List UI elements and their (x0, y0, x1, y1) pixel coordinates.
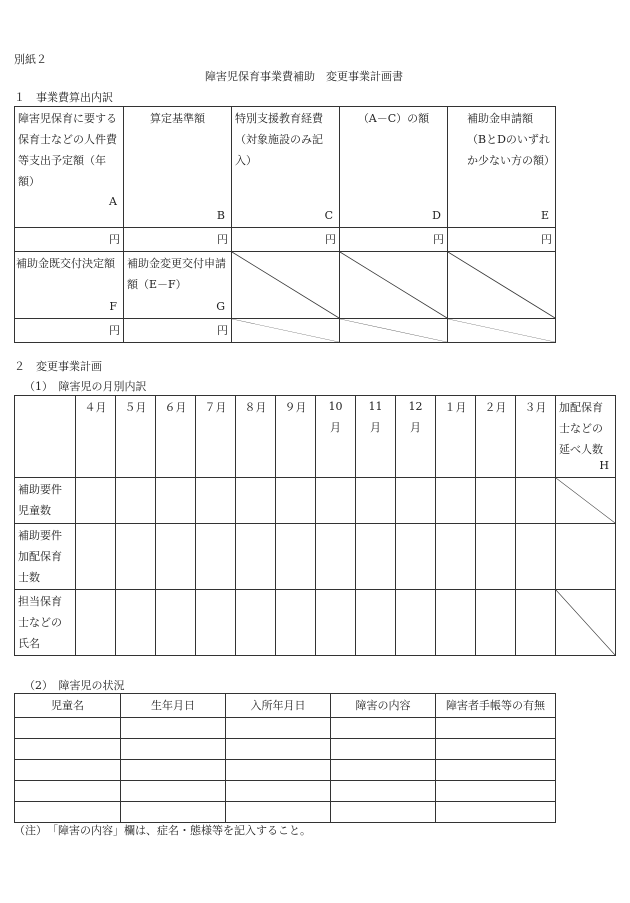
cost-col-c-letter: C (324, 209, 333, 222)
annex-label: 別紙２ (14, 53, 47, 66)
status-cell[interactable] (226, 760, 331, 781)
status-cell[interactable] (436, 739, 556, 760)
month-cell[interactable] (516, 590, 556, 656)
cost-col-c (232, 107, 340, 228)
month-cell[interactable] (156, 590, 196, 656)
month-cell[interactable] (516, 478, 556, 524)
empty-cell (232, 319, 340, 343)
cost-col-e-letter: E (540, 209, 549, 222)
cost-col-e (448, 107, 556, 228)
month-cell[interactable] (276, 478, 316, 524)
month-header: ９月 (276, 396, 316, 478)
status-row (15, 760, 556, 781)
status-cell[interactable] (331, 781, 436, 802)
status-cell[interactable] (15, 739, 121, 760)
status-cell[interactable] (226, 781, 331, 802)
month-corner (15, 396, 76, 478)
month-cell[interactable] (316, 524, 356, 590)
cost-col-a-label: 障害児保育に要する保育士などの人件費等支出予定額（年額） (18, 112, 117, 188)
month-cell[interactable] (76, 524, 116, 590)
month-cell[interactable] (116, 524, 156, 590)
status-cell[interactable] (121, 739, 226, 760)
status-header: 児童名 (15, 694, 121, 718)
cost-col-b-label: 算定基準額 (150, 112, 205, 125)
cost-col-e-label: 補助金申請額（BとDのいずれか少ない方の額） (467, 112, 555, 167)
status-cell[interactable] (15, 760, 121, 781)
month-cell[interactable] (476, 478, 516, 524)
status-cell[interactable] (15, 781, 121, 802)
status-cell[interactable] (331, 718, 436, 739)
month-cell[interactable] (116, 590, 156, 656)
status-cell[interactable] (436, 718, 556, 739)
total-col-label: 加配保育士などの延べ人数 (559, 401, 603, 456)
month-cell[interactable] (396, 478, 436, 524)
month-cell[interactable] (316, 478, 356, 524)
status-cell[interactable] (226, 802, 331, 823)
month-header: １月 (436, 396, 476, 478)
status-table (14, 693, 556, 823)
status-cell[interactable] (15, 802, 121, 823)
unit-g[interactable]: 円 (124, 319, 232, 343)
row-label: 補助要件加配保育士数 (15, 524, 76, 590)
month-cell[interactable] (516, 524, 556, 590)
cost-col-b-letter: B (216, 209, 225, 222)
cost-col-f (15, 252, 124, 319)
status-header: 障害の内容 (331, 694, 436, 718)
status-cell[interactable] (436, 781, 556, 802)
month-cell[interactable] (276, 590, 316, 656)
row-label: 担当保育士などの氏名 (15, 590, 76, 656)
month-header: ６月 (156, 396, 196, 478)
status-row (15, 781, 556, 802)
month-cell[interactable] (196, 590, 236, 656)
month-cell[interactable] (276, 524, 316, 590)
section2-sub2: （2） 障害児の状況 (24, 679, 125, 692)
section2-sub1: （1） 障害児の月別内訳 (24, 380, 147, 393)
month-header: ５月 (116, 396, 156, 478)
status-cell[interactable] (15, 718, 121, 739)
month-header: 10月 (316, 396, 356, 478)
cost-col-g-letter: G (216, 300, 225, 313)
empty-cell (340, 252, 448, 319)
month-header: ２月 (476, 396, 516, 478)
month-cell[interactable] (436, 524, 476, 590)
month-header: ７月 (196, 396, 236, 478)
page-title: 障害児保育事業費補助 変更事業計画書 (205, 70, 403, 83)
unit-e[interactable]: 円 (448, 228, 556, 252)
total-col-letter: H (599, 459, 609, 472)
month-cell[interactable] (396, 590, 436, 656)
total-col-header (556, 396, 616, 478)
month-cell[interactable] (396, 524, 436, 590)
cost-col-b (124, 107, 232, 228)
status-cell[interactable] (121, 760, 226, 781)
status-cell[interactable] (121, 781, 226, 802)
unit-f[interactable]: 円 (15, 319, 124, 343)
month-cell[interactable] (236, 478, 276, 524)
status-header: 障害者手帳等の有無 (436, 694, 556, 718)
status-cell[interactable] (226, 739, 331, 760)
section1-heading: １ 事業費算出内訳 (14, 91, 113, 104)
cost-col-a (15, 107, 124, 228)
status-header: 入所年月日 (226, 694, 331, 718)
cost-col-g-label: 補助金変更交付申請額（E－F） (127, 257, 226, 291)
month-cell[interactable] (156, 478, 196, 524)
status-header: 生年月日 (121, 694, 226, 718)
cost-col-f-label: 補助金既交付決定額 (16, 257, 115, 270)
month-cell[interactable] (356, 478, 396, 524)
status-cell[interactable] (331, 739, 436, 760)
status-row (15, 802, 556, 823)
unit-c[interactable]: 円 (232, 228, 340, 252)
row-label: 補助要件児童数 (15, 478, 76, 524)
month-cell[interactable] (196, 478, 236, 524)
month-cell[interactable] (476, 524, 516, 590)
cost-breakdown-table (14, 106, 556, 343)
unit-d[interactable]: 円 (340, 228, 448, 252)
empty-cell (448, 319, 556, 343)
month-cell[interactable] (76, 590, 116, 656)
status-cell[interactable] (331, 760, 436, 781)
status-cell[interactable] (436, 802, 556, 823)
status-cell[interactable] (121, 802, 226, 823)
cost-col-c-label: 特別支援教育経費（対象施設のみ記入） (235, 112, 323, 167)
status-row (15, 739, 556, 760)
cost-col-d (340, 107, 448, 228)
section2-heading: ２ 変更事業計画 (14, 360, 102, 373)
status-cell[interactable] (121, 718, 226, 739)
month-header: ８月 (236, 396, 276, 478)
month-header: 11月 (356, 396, 396, 478)
month-cell[interactable] (436, 478, 476, 524)
month-cell[interactable] (356, 524, 396, 590)
month-cell[interactable] (196, 524, 236, 590)
status-cell[interactable] (331, 802, 436, 823)
cost-col-d-letter: D (432, 209, 441, 222)
month-cell[interactable] (316, 590, 356, 656)
empty-cell (340, 319, 448, 343)
empty-cell (556, 478, 616, 524)
month-cell[interactable] (356, 590, 396, 656)
empty-cell (448, 252, 556, 319)
month-header: ４月 (76, 396, 116, 478)
empty-cell (556, 590, 616, 656)
month-header: ３月 (516, 396, 556, 478)
unit-b[interactable]: 円 (124, 228, 232, 252)
month-cell[interactable] (236, 524, 276, 590)
cost-col-a-letter: A (109, 195, 117, 208)
month-cell[interactable] (156, 524, 196, 590)
month-cell[interactable] (76, 478, 116, 524)
unit-a[interactable]: 円 (15, 228, 124, 252)
cost-col-g (124, 252, 232, 319)
footnote: （注） 「障害の内容」欄は、症名・態様等を記入すること。 (14, 824, 311, 837)
month-cell[interactable] (236, 590, 276, 656)
month-cell[interactable] (436, 590, 476, 656)
status-cell[interactable] (226, 718, 331, 739)
total-cell[interactable] (556, 524, 616, 590)
cost-col-f-letter: F (109, 300, 117, 313)
month-cell[interactable] (116, 478, 156, 524)
monthly-breakdown-table (14, 395, 616, 656)
month-header: 12月 (396, 396, 436, 478)
month-cell[interactable] (476, 590, 516, 656)
status-cell[interactable] (436, 760, 556, 781)
cost-col-d-label: （A－C）の額 (357, 112, 430, 125)
empty-cell (232, 252, 340, 319)
status-row (15, 718, 556, 739)
